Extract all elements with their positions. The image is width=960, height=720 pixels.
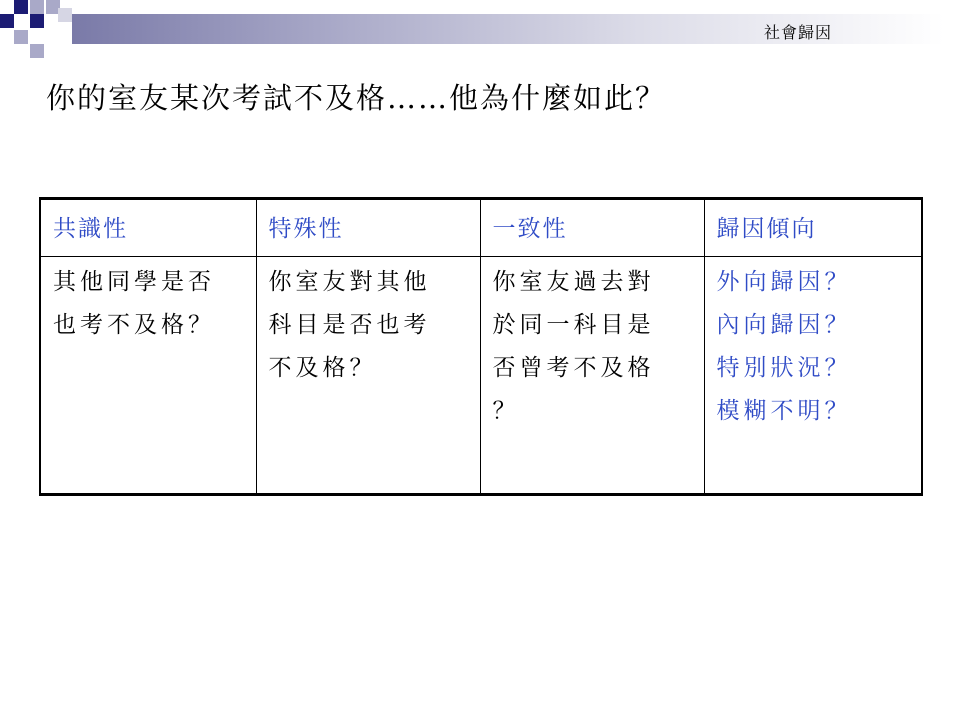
cell-text-line: 也考不及格？ <box>53 312 215 338</box>
cell-text-line: 你室友對其他 <box>268 269 431 295</box>
deco-square-7 <box>14 30 28 44</box>
cell-text-line: 於同一科目是 <box>492 312 655 338</box>
attribution-option: 內向歸因？ <box>716 312 852 338</box>
deco-square-1 <box>14 0 28 14</box>
cell-consensus <box>40 257 256 495</box>
deco-square-8 <box>30 44 44 58</box>
cell-consistency <box>480 257 704 495</box>
cell-text-line: 不及格？ <box>268 355 377 381</box>
cell-text-line: 你室友過去對 <box>492 269 655 295</box>
attribution-table <box>39 197 921 496</box>
deco-square-5 <box>30 14 44 28</box>
deco-square-6 <box>58 8 72 22</box>
header-consensus: 共識性 <box>40 199 256 257</box>
cell-text-line: 科目是否也考 <box>268 312 431 338</box>
cell-text-line: 否曾考不及格 <box>492 355 655 381</box>
table-header-row <box>40 199 922 257</box>
header-consistency: 一致性 <box>480 199 704 257</box>
cell-text-line: ？ <box>492 398 520 424</box>
section-tag: 社會歸因 <box>763 23 832 42</box>
attribution-option: 特別狀況？ <box>716 355 852 381</box>
deco-square-2 <box>30 0 44 14</box>
header-attribution: 歸因傾向 <box>704 199 922 257</box>
slide-title: 你的室友某次考試不及格……他為什麼如此？ <box>46 81 667 115</box>
cell-attribution <box>704 257 922 495</box>
header-distinctiveness: 特殊性 <box>256 199 480 257</box>
deco-square-4 <box>0 14 14 28</box>
cell-distinctiveness <box>256 257 480 495</box>
table-row <box>40 257 922 495</box>
cell-text-line: 其他同學是否 <box>53 269 215 295</box>
attribution-option: 模糊不明？ <box>716 398 852 424</box>
attribution-option: 外向歸因？ <box>716 269 852 295</box>
